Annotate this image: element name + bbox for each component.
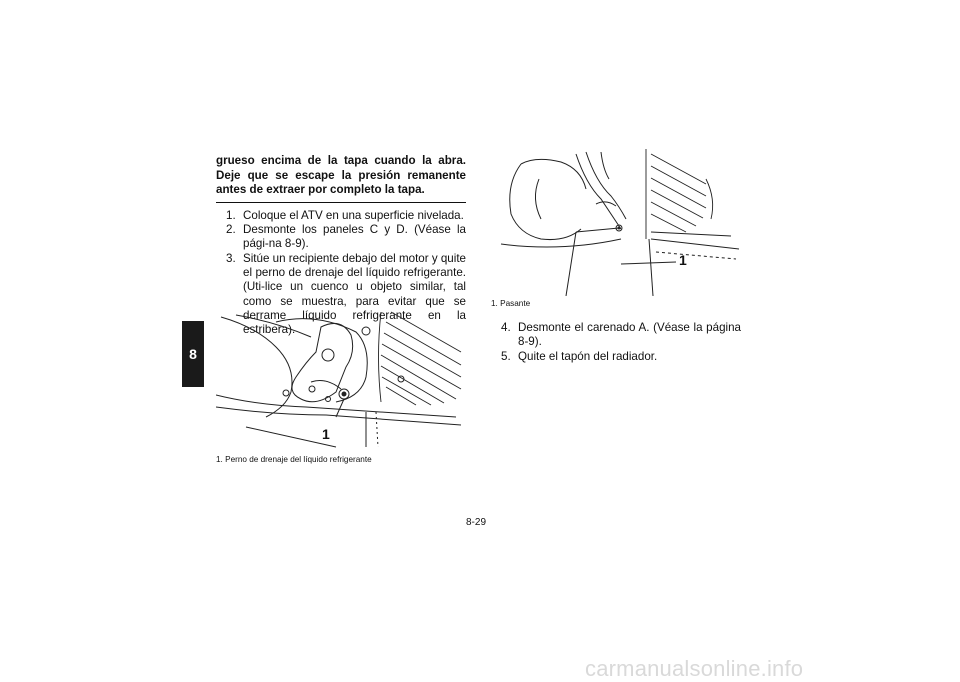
watermark: carmanualsonline.info [585,656,804,681]
figure2-caption: 1. Pasante [491,299,531,308]
drain-bolt-illustration [216,307,466,452]
figure2-callout: 1 [679,252,687,268]
page-number: 8-29 [466,517,487,528]
breather-illustration [491,144,741,296]
right-column [491,321,741,364]
steps-right [491,321,741,364]
step-item: 2. Desmonte los paneles C y D. (Véase la pági-na 8-9). [226,223,466,251]
step-item: 5. Quite el tapón del radiador. [501,349,658,363]
figure1-caption: 1. Perno de drenaje del líquido refrigerante [216,455,372,464]
step-item: 3. Sitúe un recipiente debajo del motor y quite el perno de drenaje del líquido refrigerante. (Uti-lice un cuenco u objeto similar, tal como se muestra, para evitar que se derrame líquido refrigerante en la estribera). [226,251,466,337]
warning-text: grueso encima de la tapa cuando la abra. Deje que se escape la presión remanente antes de extraer por completo la tapa. [216,154,466,203]
figure1-callout: 1 [322,426,330,442]
chapter-tab [182,321,204,387]
chapter-tab-label: 8 [189,346,197,362]
step-item: 4. Desmonte el carenado A. (Véase la página 8-9). [501,321,741,349]
step-item: 1. Coloque el ATV en una superficie nivelada. [226,208,464,222]
